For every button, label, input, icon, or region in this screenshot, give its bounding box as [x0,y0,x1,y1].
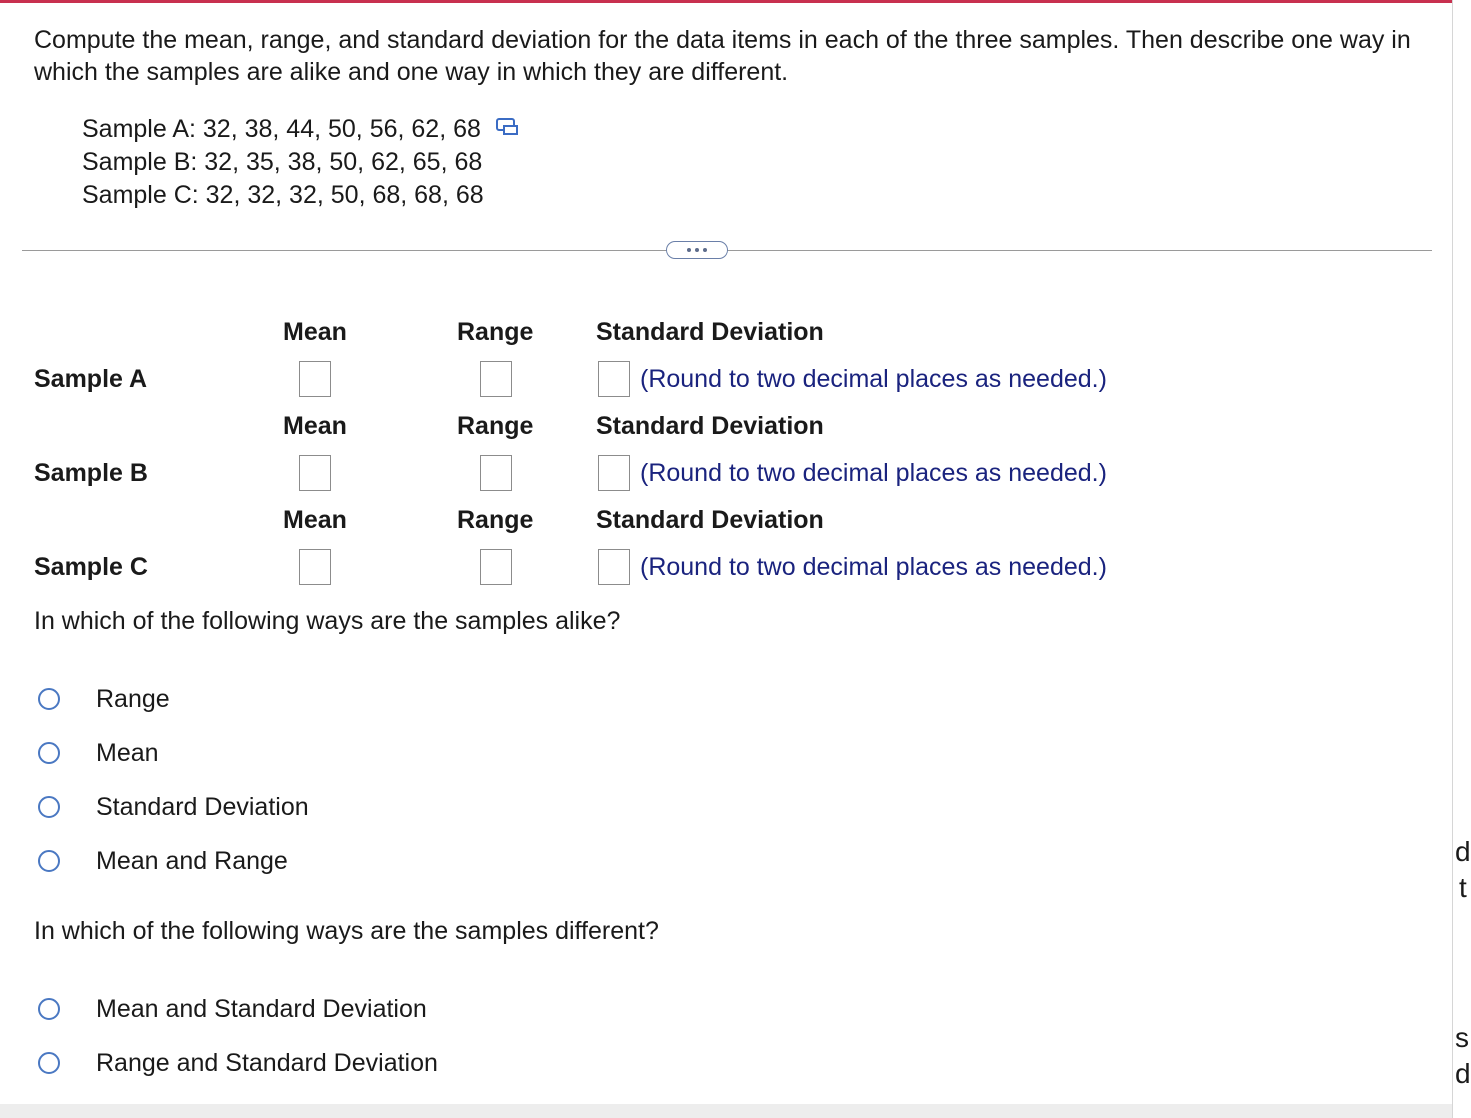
sample-c-round-hint: (Round to two decimal places as needed.) [640,553,1107,581]
alike-option-mean-and-range[interactable] [34,843,288,879]
range-header-b: Range [457,412,534,440]
sample-a-data [82,113,519,146]
option-label: Mean and Standard Deviation [96,995,427,1023]
alike-option-standard-deviation[interactable] [34,789,309,825]
sample-a-range-input[interactable] [480,361,512,397]
sd-header-c: Standard Deviation [596,506,824,534]
sample-a-text: Sample A: 32, 38, 44, 50, 56, 62, 68 [82,115,481,143]
mean-header-c: Mean [283,506,347,534]
different-question: In which of the following ways are the samples different? [34,917,659,945]
more-options-icon [687,248,691,252]
sample-b-range-input[interactable] [480,455,512,491]
option-label: Standard Deviation [96,793,309,821]
sample-b-mean-input[interactable] [299,455,331,491]
sample-b-sd-input[interactable] [598,455,630,491]
samples-list [82,113,519,212]
option-label: Range and Standard Deviation [96,1049,438,1077]
sample-a-round-hint: (Round to two decimal places as needed.) [640,365,1107,393]
sample-c-sd-input[interactable] [598,549,630,585]
sample-b-data: Sample B: 32, 35, 38, 50, 62, 65, 68 [82,148,483,176]
more-options-button[interactable] [666,241,728,259]
more-dot [695,248,699,252]
mean-header-b: Mean [283,412,347,440]
sample-a-sd-input[interactable] [598,361,630,397]
sample-a-mean-input[interactable] [299,361,331,397]
copy-data-icon[interactable] [495,112,519,145]
sample-b-label: Sample B [34,459,148,487]
sd-header-b: Standard Deviation [596,412,824,440]
alike-question: In which of the following ways are the samples alike? [34,607,621,635]
edge-text-fragment: d [1455,1058,1471,1089]
bottom-scroll-strip [0,1104,1452,1118]
range-header-a: Range [457,318,534,346]
edge-text-fragment: t [1459,872,1467,903]
different-option-range-and-sd[interactable] [34,1045,438,1081]
sd-header-a: Standard Deviation [596,318,824,346]
range-header-c: Range [457,506,534,534]
radio-button[interactable] [38,998,60,1020]
more-dot [703,248,707,252]
sample-c-range-input[interactable] [480,549,512,585]
radio-button[interactable] [38,796,60,818]
option-label: Range [96,685,170,713]
mean-header-a: Mean [283,318,347,346]
radio-button[interactable] [38,688,60,710]
radio-button[interactable] [38,1052,60,1074]
option-label: Mean [96,739,159,767]
edge-text-fragment: s [1455,1022,1469,1053]
option-label: Mean and Range [96,847,288,875]
radio-button[interactable] [38,850,60,872]
alike-option-mean[interactable] [34,735,159,771]
top-accent-bar [0,0,1452,3]
alike-option-range[interactable] [34,681,170,717]
radio-button[interactable] [38,742,60,764]
sample-c-mean-input[interactable] [299,549,331,585]
sample-a-label: Sample A [34,365,148,393]
sample-b-round-hint: (Round to two decimal places as needed.) [640,459,1107,487]
different-option-mean-and-sd[interactable] [34,991,427,1027]
sample-c-label: Sample C [34,553,148,581]
sample-c-data: Sample C: 32, 32, 32, 50, 68, 68, 68 [82,181,484,209]
edge-text-fragment: d [1455,836,1471,867]
adjacent-panel-edge [1452,0,1471,1118]
problem-prompt: Compute the mean, range, and standard deviation for the data items in each of the three samples. Then describe one way in which the samples are alike and one way in which they are different. [34,26,1411,86]
